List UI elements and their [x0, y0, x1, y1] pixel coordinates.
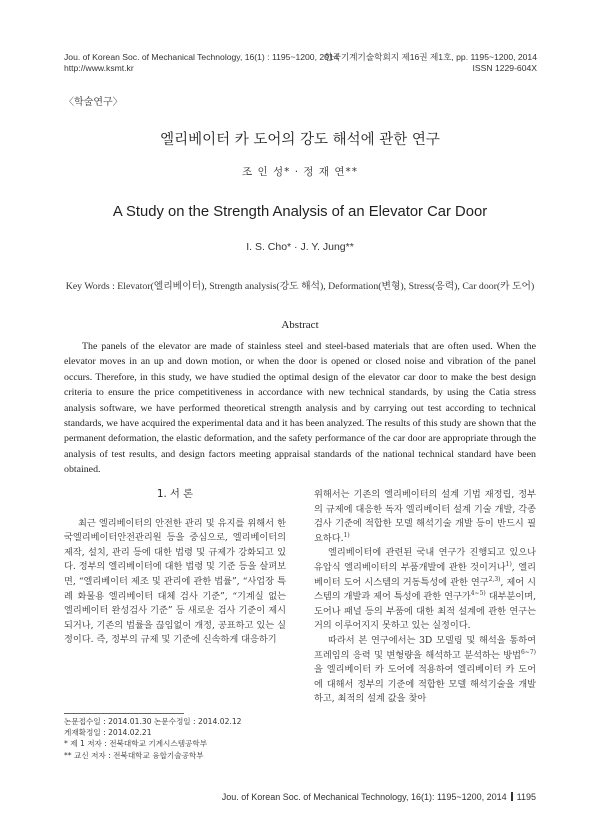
footnote-first-author: * 제 1 저자 : 전북대학교 기계시스템공학부: [64, 739, 208, 749]
authors-english: I. S. Cho* · J. Y. Jung**: [246, 241, 354, 253]
article-category: 〈학술연구〉: [64, 97, 123, 108]
paper-title-korean: 엘리베이터 카 도어의 강도 해석에 관한 연구: [160, 132, 440, 148]
right-column: [314, 488, 536, 707]
intro-paragraph-3: 따라서 본 연구에서는 3D 모델링 및 해석을 통하여 프레임의 응력 및 변형량을 해석하고 분석하는 방법$^{6\sim 7)}$을 엘리베이터 카 도어에 적용하여 엘리베이터 카 도어에 대해서 정부의 기준에 적합한 모델 해석기술을 개발하고, 최적의 설계 값을 찾아: [314, 634, 536, 705]
footer-divider: [511, 792, 513, 801]
citation-ref: 4~5): [470, 590, 486, 598]
citation-ref: 2,3): [488, 575, 501, 583]
journal-citation: Jou. of Korean Soc. of Mechanical Technology, 16(1) : 1195~1200, 2014: [64, 52, 339, 62]
left-column: [64, 488, 286, 648]
citation-ref: 1): [343, 531, 350, 539]
footnote-corresponding-author: ** 교신 저자 : 전북대학교 융합기술공학부: [64, 750, 204, 760]
citation-ref: 1): [505, 560, 512, 568]
keywords: Key Words : Elevator(엘리베이터), Strength analysis(강도 해석), Deformation(변형), Stress(응력), Car door(카 도어): [65, 281, 535, 292]
journal-url: http://www.ksmt.kr: [64, 63, 134, 73]
section-heading-introduction: 1. 서 론: [157, 489, 193, 500]
footnote-accepted: 게재확정일 : 2014.02.21: [64, 728, 152, 738]
abstract-body: The panels of the elevator are made of stainless steel and steel-based materials that are often used. When the elevator moves in an up and down motion, or when the door is opened or closed noise and vibration of the panel occurs. Therefore, in this study, we have studied the optimal design of the elevator car door to make the best design criteria to ensure the price competitiveness in accordance with new technical standards, by using the Catia stress analysis software, we have performed theoretical strength analysis and by carrying out test according to technical standards, we have acquired the experimental data and it has been analyzed. The results of this study are shown that the permanent deformation, the elastic deformation, and the safety performance of the car door are appropriate through the analysis of test results, and design factors meeting appraisal standards of the national technical standard have been obtained.: [64, 341, 537, 476]
footnote-received: 논문접수일 : 2014.01.30 논문수정일 : 2014.02.12: [64, 717, 242, 726]
footnote-divider: [64, 713, 184, 714]
running-header-left: [64, 52, 338, 74]
footer-citation: Jou. of Korean Soc. of Mechanical Technology, 16(1): 1195~1200, 2014: [221, 792, 507, 802]
intro-paragraph-1-cont: 위해서는 기존의 엘리베이터의 설계 기법 재정립, 정부의 규제에 대응한 독자 엘리베이터 설계 기술 개발, 각종 검사 기준에 적합한 모델 해석기술 개발 등이 반드시 필요하다.$^{1)}$: [314, 489, 536, 544]
intro-paragraph-1: 최근 엘리베이터의 안전한 관리 및 유지를 위해서 한국엘리베이터안전관리원 등을 중심으로, 엘리베이터의 제작, 설치, 관리 등에 대한 법령 및 규제가 강화되고 있다. 정부의 엘리베이터에 대한 법령 및 기준 등을 살펴보면, “엘리베이터 제조 및 관리에 관한 법률”, “사업장 특례 화물용 엘리베이터 대체 검사 기준”, “기계실 없는 엘리베이터 완성검사 기준” 등 새로운 검사 기준이 제시되거나, 기존의 법률을 끊임없이 개정, 공표하고 있는 실정이다. 즉, 정부의 규제 및 기준에 신속하게 대응하기: [64, 517, 286, 646]
running-header-right: [324, 52, 537, 74]
intro-paragraph-2: 엘리베이터에 관련된 국내 연구가 진행되고 있으나 유압식 엘리베이터의 부품개발에 관한 것이거나$^{1)}$, 엘리베이터 도어 시스템의 거동특성에 관한 연구$^{2,3)}$, 제어 시스템의 개발과 제어 특성에 관한 연구가$^{4\sim 5)}$ 대부분이며, 도어나 패널 등의 부품에 대한 최적 설계에 관한 연구는 거의 이루어지지 못하고 있는 실정이다.: [314, 547, 537, 632]
authors-korean: 조 인 성* · 정 재 연**: [242, 166, 358, 178]
paper-title-english: A Study on the Strength Analysis of an Elevator Car Door: [112, 204, 488, 220]
citation-ref: 6~7): [520, 648, 536, 656]
page-footer: [222, 792, 536, 802]
abstract-heading: Abstract: [281, 319, 319, 331]
footnotes: [64, 716, 242, 761]
journal-citation-ko: 한국기계기술학회지 제16권 제1호, pp. 1195~1200, 2014: [324, 52, 537, 62]
page-number: 1195: [516, 792, 536, 802]
journal-issn: ISSN 1229-604X: [472, 63, 537, 73]
